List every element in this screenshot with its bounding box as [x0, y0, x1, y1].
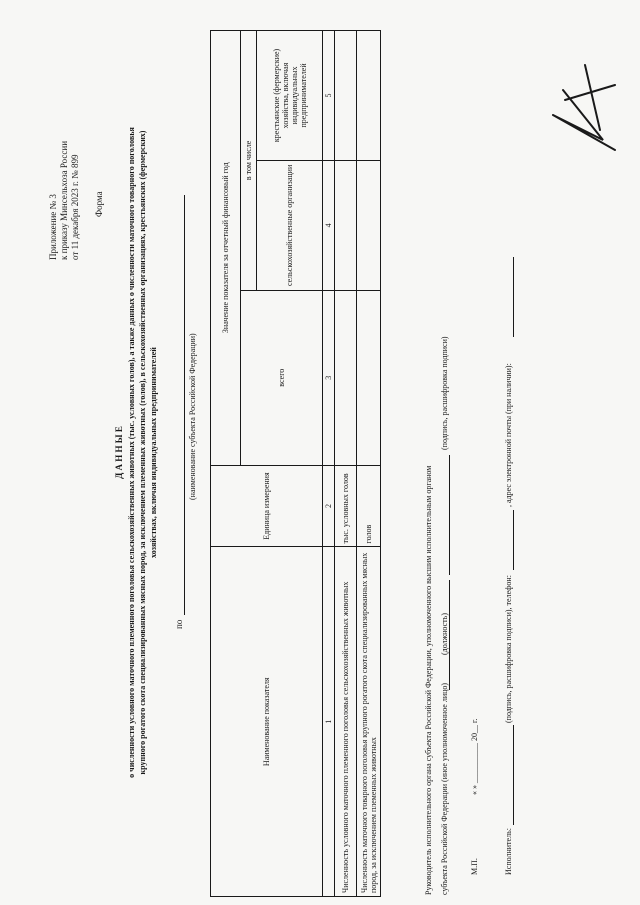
col-number-1: 1 [323, 547, 335, 897]
header-farms: крестьянские (фермерские) хозяйства, включая индивидуальных предпринимателей [257, 31, 323, 161]
appendix-line-2: к приказу Минсельхоза России [59, 140, 69, 260]
handwritten-signature [545, 50, 625, 160]
col-number-2: 2 [323, 465, 335, 547]
row-unit: голов [357, 465, 381, 547]
header-total: всего [241, 290, 323, 465]
row-total-cell [335, 290, 357, 465]
phone-underline [513, 510, 514, 570]
row-agri-cell [335, 160, 357, 290]
header-including: в том числе [241, 31, 257, 291]
col-number-3: 3 [323, 290, 335, 465]
email-label: , адрес электронной почты (при наличии): [504, 363, 513, 507]
col-number-5: 5 [323, 31, 335, 161]
row-unit: тыс. условных голов [335, 465, 357, 547]
stamp-placeholder: М.П. [470, 858, 479, 875]
document-heading: Д А Н Н Ы Е [114, 426, 124, 479]
signature-caption: (подпись, расшифровка подписи) [440, 336, 449, 450]
title-line-3: хозяйствах, включая индивидуальных предпринимателей [149, 347, 158, 558]
subject-prefix: по [174, 619, 184, 629]
header-name: Наименование показателя [211, 547, 323, 897]
row-name: Численность маточного товарного поголовья крупного рогатого скота специализированных мясных пород, за исключением племенных животных [357, 547, 381, 897]
executor-label: Исполнитель: [504, 828, 513, 875]
executor-caption: (подпись, расшифровка подписи), телефон: [504, 575, 513, 723]
row-agri-cell [357, 160, 381, 290]
row-farm-cell [335, 31, 357, 161]
data-table [210, 30, 381, 897]
signature-underline [449, 455, 450, 575]
position-caption: (должность) [440, 613, 449, 655]
title-line-2: крупного рогатого скота специализированных мясных пород, за исключением племенных животных (голов), в сельскохозяйственных организациях, крестьянских (фермерских) [138, 130, 147, 775]
col-number-4: 4 [323, 160, 335, 290]
row-name: Численность условного маточного племенного поголовья сельскохозяйственных животных [335, 547, 357, 897]
date-field: « » __________ 20__ г. [470, 718, 479, 795]
title-line-1: о численности условного маточного племенного поголовья сельскохозяйственных животных (тыс. условных голов), а также данных о численности маточного товарного поголовья [127, 127, 136, 778]
table-row [335, 31, 357, 897]
row-farm-cell [357, 31, 381, 161]
form-label: Форма [94, 191, 104, 217]
header-value: Значение показателя за отчетный финансовый год [211, 31, 241, 466]
appendix-line-3: от 11 декабря 2023 г. № 899 [70, 154, 80, 260]
head-line-1: Руководитель исполнительного органа субъекта Российской Федерации, уполномоченного высшим исполнительным органом [424, 465, 433, 895]
table-row [357, 31, 381, 897]
subject-caption: (наименование субъекта Российской Федерации) [188, 333, 197, 500]
header-unit: Единица измерения [211, 465, 323, 547]
email-underline [513, 257, 514, 337]
subject-underline [184, 195, 185, 615]
executor-underline [513, 725, 514, 825]
header-agri-orgs: сельскохозяйственные организации [257, 160, 323, 290]
row-total-cell [357, 290, 381, 465]
appendix-line-1: Приложение № 3 [48, 194, 58, 260]
head-line-2: субъекта Российской Федерации (иное уполномоченное лицо) [440, 682, 449, 895]
